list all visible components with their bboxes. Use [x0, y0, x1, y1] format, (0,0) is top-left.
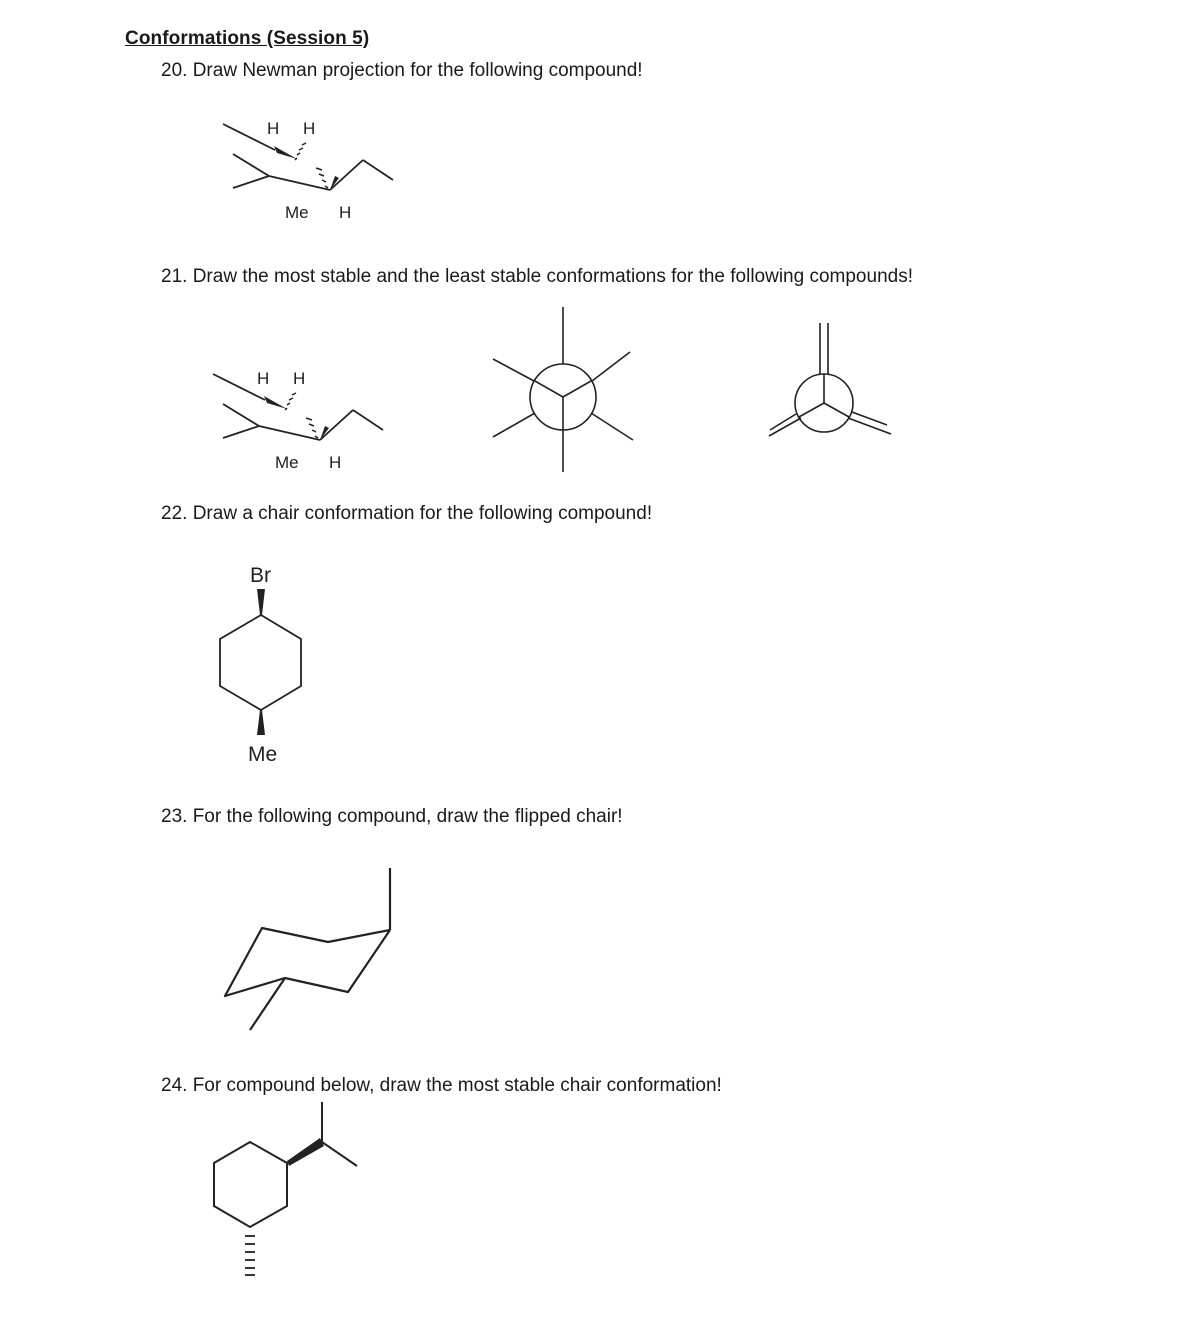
q20-methyl-label: Me [285, 203, 309, 222]
q23-chair-conformation [215, 860, 400, 1035]
question-21 [161, 266, 913, 288]
question-text: For the following compound, draw the flipped chair! [192, 806, 623, 827]
question-number: 24. [161, 1075, 188, 1096]
q22-bromine-label: Br [250, 564, 271, 587]
question-23 [161, 806, 623, 828]
question-20 [161, 60, 643, 82]
q20-sawhorse-structure [215, 112, 405, 227]
q20-hydrogen-label-2: H [303, 119, 316, 138]
question-text: For compound below, draw the most stable chair conformation! [192, 1075, 722, 1096]
q24-substituted-cyclohexane [205, 1100, 365, 1285]
question-number: 20. [161, 60, 188, 81]
question-text: Draw Newman projection for the following compound! [192, 60, 643, 81]
question-number: 23. [161, 806, 188, 827]
q21-sawhorse-structure [205, 362, 395, 477]
question-22 [161, 503, 652, 525]
q21-hydrogen-label-3: H [329, 453, 342, 472]
q20-hydrogen-label-1: H [267, 119, 280, 138]
question-text: Draw the most stable and the least stable conformations for the following compounds! [192, 266, 913, 287]
q22-methyl-label: Me [248, 743, 278, 766]
q21-methyl-label: Me [275, 453, 299, 472]
q21-newman-projection-eclipsed [765, 318, 895, 443]
q21-newman-projection-staggered [485, 302, 640, 477]
question-text: Draw a chair conformation for the following compound! [192, 503, 653, 524]
question-24 [161, 1075, 722, 1097]
q22-cyclohexane-structure [205, 555, 315, 770]
q21-hydrogen-label-2: H [293, 369, 306, 388]
q20-hydrogen-label-3: H [339, 203, 352, 222]
question-number: 22. [161, 503, 188, 524]
page-title: Conformations (Session 5) [125, 28, 370, 49]
q21-hydrogen-label-1: H [257, 369, 270, 388]
question-number: 21. [161, 266, 188, 287]
